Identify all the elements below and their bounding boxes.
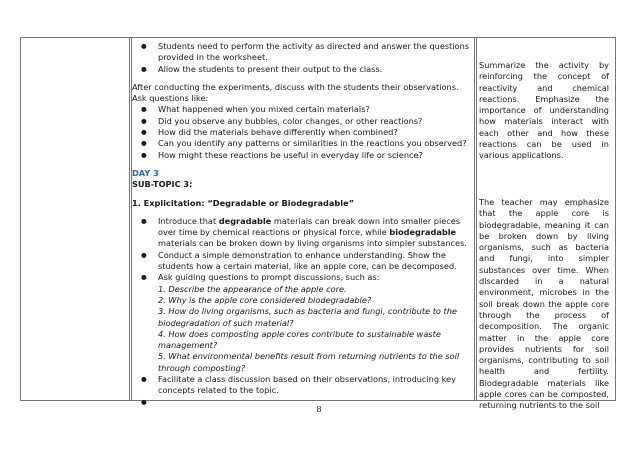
list-item: ● Ask guiding questions to prompt discussions, such as: 1. Describe the appearance of the apple core. 2. Why is the apple core considered biodegradable? 3. How do living organisms, such as bacteria and fungi, contribute to the biodegradation of such material? 4. How does composting apple cores contribute to sustainable waste management? 5. What environmental benefits result from returning nutrients to the soil through composting? (132, 272, 470, 374)
guiding-question: 1. Describe the appearance of the apple core. (158, 283, 347, 294)
guiding-question: 4. How does composting apple cores contribute to sustainable waste management? (158, 328, 441, 351)
teacher-note-summary: Summarize the activity by reinforcing the concept of reactivity and chemical reactions. Emphasize the importance of understanding how materials interact with each other and how these reactions can be used in various applications. (479, 60, 609, 161)
term-degradable: degradable (218, 215, 272, 226)
column-divider (476, 38, 477, 400)
column-divider (129, 38, 130, 400)
top-bullet-list (132, 41, 470, 75)
day-heading: DAY 3 (132, 167, 159, 178)
guiding-question: 5. What environmental benefits result from returning nutrients to the soil through composting? (158, 351, 460, 373)
list-item: ● Students need to perform the activity as directed and answer the questions provided in the worksheet. (132, 41, 470, 64)
list-item: ● How might these reactions be useful in everyday life or science? (132, 150, 470, 161)
subtopic-heading: SUB-TOPIC 3: (132, 179, 193, 190)
list-item: ● Introduce that degradable materials can break down into smaller pieces over time by chemical reactions or physical force, while biodegradable materials can be broken down by living organisms into simpler substances. (132, 216, 470, 250)
list-item: ● Allow the students to present their output to the class. (132, 64, 470, 75)
list-item: ● How did the materials behave differently when combined? (132, 127, 470, 138)
list-item: ● Conduct a simple demonstration to enhance understanding. Show the students how a certain material, like an apple core, can be decomposed. (132, 250, 470, 273)
list-item: ● Can you identify any patterns or similarities in the reactions you observed? (132, 138, 470, 149)
explicitation-heading: 1. Explicitation: “Degradable or Biodegradable” (132, 197, 355, 208)
list-item: ● Facilitate a class discussion based on their observations, introducing key concepts related to the topic. (132, 374, 470, 397)
question-list (132, 104, 470, 160)
term-biodegradable: biodegradable (389, 227, 457, 238)
teacher-note-apple-core: The teacher may emphasize that the apple core is biodegradable, meaning it can be broken down by living organisms, such as bacteria and fungi, into simpler substances over time. When discarded in a natural environment, microbes in the soil break down the apple core through the process of decomposition. The organic matter in the apple core provides nutrients for soil organisms, contributing to soil health and fertility. Biodegradable materials like apple cores can be composted, returning nutrients to the soil (479, 197, 609, 411)
page-number: 8 (316, 404, 322, 414)
discussion-intro: After conducting the experiments, discuss with the students their observations. Ask questions like: (132, 81, 459, 104)
lesson-procedure-cell (132, 41, 470, 397)
column-divider (474, 38, 475, 400)
day3-bullet-list (132, 216, 470, 397)
list-item: ● What happened when you mixed certain materials? (132, 104, 470, 115)
guiding-question: 3. How do living organisms, such as bacteria and fungi, contribute to the biodegradation of such material? (158, 306, 457, 328)
guiding-question: 2. Why is the apple core considered biodegradable? (158, 294, 372, 305)
list-item: ● Did you observe any bubbles, color changes, or other reactions? (132, 116, 470, 127)
